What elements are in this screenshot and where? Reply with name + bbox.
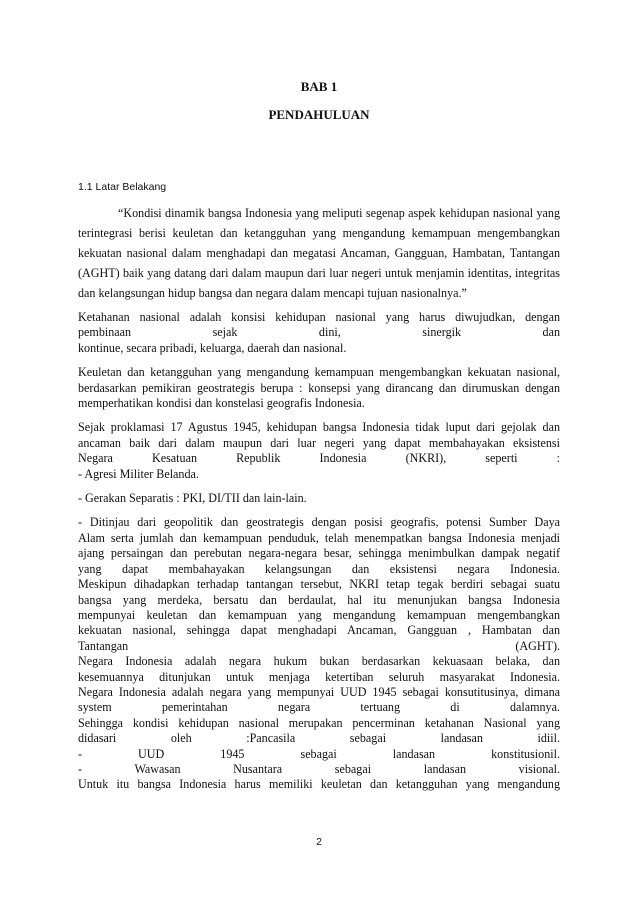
text-line: Sejak proklamasi 17 Agustus 1945, kehidupan bangsa Indonesia tidak luput dari gejolak dan xyxy=(78,420,560,435)
paragraph-ketahanan xyxy=(78,310,560,356)
text-line: Meskipun dihadapkan terhadap tantangan tersebut, NKRI tetap tegak berdiri sebagai suatu xyxy=(78,577,560,592)
text-line: bangsa yang merdeka, bersatu dan berdaulat, hal itu menunjukan bangsa Indonesia xyxy=(78,592,560,607)
text-line: - Agresi Militer Belanda. xyxy=(78,466,199,481)
text-line: ancaman baik dari dalam maupun dari luar negeri yang dapat membahayakan eksistensi xyxy=(78,435,560,450)
paragraph-sejarah xyxy=(78,420,560,482)
chapter-title: PENDAHULUAN xyxy=(268,107,370,122)
text-line: Negara Indonesia adalah negara yang mempunyai UUD 1945 sebagai konsutitusinya, dimana xyxy=(78,684,560,699)
text-line: - Wawasan Nusantara sebagai landasan visional. xyxy=(78,761,560,776)
quote-paragraph: “Kondisi dinamik bangsa Indonesia yang meliputi segenap aspek kehidupan nasional yang terintegrasi berisi keuletan dan ketangguhan yang mengandung kemampuan mengembangkan kekuatan nasional dalam menghadapi dan megatasi Ancaman, Gangguan, Hambatan, Tantangan (AGHT) baik yang datang dari dalam maupun dari luar negeri untuk menjamin identitas, integritas dan kelangsungan hidup bangsa dan negara dalam mencapi tujuan nasionalnya.” xyxy=(78,206,560,300)
text-line: Ketahanan nasional adalah konsisi kehidupan nasional yang harus diwujudkan, dengan xyxy=(78,310,560,324)
text-line: kontinue, secara pribadi, keluarga, daerah dan nasional. xyxy=(78,340,347,355)
text-line: didasari oleh :Pancasila sebagai landasan idiil. xyxy=(78,731,560,746)
paragraph-keuletan: Keuletan dan ketangguhan yang mengandung kemampuan mengembangkan kekuatan nasional, berdasarkan pemikiran geostrategis berupa : konsepsi yang dirancang dan dirumuskan dengan memperhatikan kondisi dan konstelasi geografis Indonesia. xyxy=(78,365,560,411)
text-line: Alam serta jumlah dan kemampuan penduduk, telah menempatkan bangsa Indonesia menjadi xyxy=(78,530,560,545)
text-line: mempunyai keuletan dan kemampuan yang mengandung kemampuan mengembangkan xyxy=(78,607,560,622)
text-line: Untuk itu bangsa Indonesia harus memiliki keuletan dan ketangguhan yang mengandung xyxy=(78,777,560,792)
text-line: Negara Kesatuan Republik Indonesia (NKRI), seperti : xyxy=(78,451,560,466)
text-line: kesemuannya ditunjukan untuk menjaga ketertiban seluruh masyarakat Indonesia. xyxy=(78,669,560,684)
text-line: Tantangan (AGHT). xyxy=(78,638,560,653)
text-line: pembinaan sejak dini, sinergik dan xyxy=(78,325,560,340)
text-line: Negara Indonesia adalah negara hukum bukan berdasarkan kekuasaan belaka, dan xyxy=(78,654,560,669)
section-heading: 1.1 Latar Belakang xyxy=(78,181,167,193)
text-line: kekuatan nasional, sehingga dapat menghadapi Ancaman, Gangguan , Hambatan dan xyxy=(78,623,560,638)
page-number: 2 xyxy=(316,836,322,848)
text-line: Sehingga kondisi kehidupan nasional merupakan pencerminan ketahanan Nasional yang xyxy=(78,715,560,730)
text-line: - Ditinjau dari geopolitik dan geostrategis dengan posisi geografis, potensi Sumber Daya xyxy=(78,515,560,530)
body-text xyxy=(78,203,560,793)
paragraph-geopolitik xyxy=(78,515,560,792)
text-line: yang dapat membahayakan kelangsungan dan eksistensi negara Indonesia. xyxy=(78,561,560,576)
paragraph-separatis: - Gerakan Separatis : PKI, DI/TII dan lain-lain. xyxy=(78,491,307,506)
text-line: ajang persaingan dan perebutan negara-negara besar, sehingga menimbulkan dampak negatif xyxy=(78,546,560,561)
text-line: system pemerintahan negara tertuang di dalamnya. xyxy=(78,700,560,715)
text-line: - UUD 1945 sebagai landasan konstitusionil. xyxy=(78,746,560,761)
chapter-heading: BAB 1 xyxy=(300,79,338,94)
